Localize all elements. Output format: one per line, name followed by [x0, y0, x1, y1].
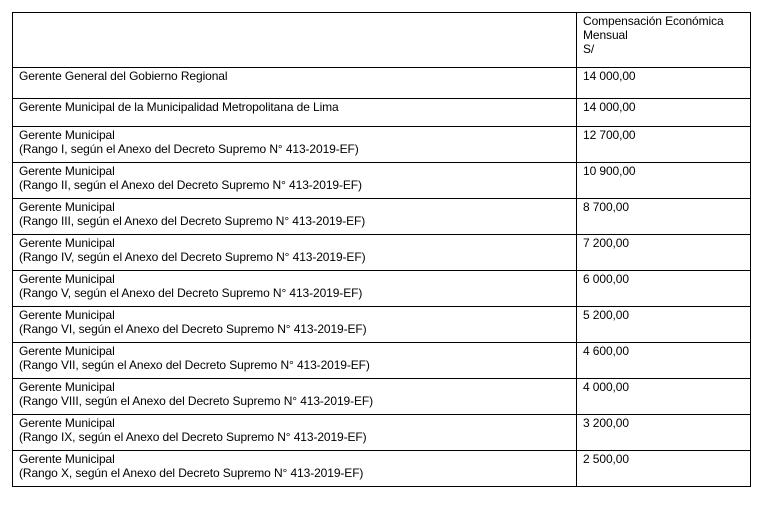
- position-detail: (Rango IX, según el Anexo del Decreto Supremo N° 413-2019-EF): [19, 430, 367, 444]
- position-detail: (Rango X, según el Anexo del Decreto Supremo N° 413-2019-EF): [19, 466, 364, 480]
- position-detail: (Rango I, según el Anexo del Decreto Supremo N° 413-2019-EF): [19, 142, 359, 156]
- header-amount-line: Compensación Económica: [583, 14, 724, 28]
- amount-cell: 14 000,00: [577, 68, 751, 99]
- position-detail: (Rango V, según el Anexo del Decreto Supremo N° 413-2019-EF): [19, 286, 363, 300]
- table-row: [13, 235, 751, 271]
- position-title: Gerente Municipal: [19, 452, 115, 466]
- position-cell: [13, 307, 577, 343]
- amount-cell: 5 200,00: [577, 307, 751, 343]
- table-header-row: [13, 13, 751, 68]
- position-cell: [13, 451, 577, 487]
- amount-cell: 6 000,00: [577, 271, 751, 307]
- position-cell: [13, 343, 577, 379]
- amount-cell: 8 700,00: [577, 199, 751, 235]
- table-row: [13, 99, 751, 127]
- table-row: [13, 343, 751, 379]
- compensation-table: [12, 12, 751, 487]
- amount-cell: 4 600,00: [577, 343, 751, 379]
- table-row: [13, 379, 751, 415]
- position-detail: (Rango III, según el Anexo del Decreto Supremo N° 413-2019-EF): [19, 214, 366, 228]
- table-row: [13, 163, 751, 199]
- table-row: [13, 415, 751, 451]
- position-cell: [13, 68, 577, 99]
- position-cell: [13, 271, 577, 307]
- header-amount-line: Mensual: [583, 28, 628, 42]
- header-position-cell: [13, 13, 577, 68]
- position-title: Gerente Municipal: [19, 344, 115, 358]
- position-detail: (Rango VI, según el Anexo del Decreto Supremo N° 413-2019-EF): [19, 322, 367, 336]
- amount-cell: 10 900,00: [577, 163, 751, 199]
- position-cell: [13, 99, 577, 127]
- amount-cell: 4 000,00: [577, 379, 751, 415]
- position-title: Gerente Municipal: [19, 272, 115, 286]
- position-cell: [13, 163, 577, 199]
- table-row: [13, 307, 751, 343]
- table-row: [13, 451, 751, 487]
- position-title: Gerente Municipal: [19, 308, 115, 322]
- position-title: Gerente Municipal: [19, 416, 115, 430]
- position-cell: [13, 127, 577, 163]
- position-detail: (Rango VII, según el Anexo del Decreto Supremo N° 413-2019-EF): [19, 358, 370, 372]
- position-title: Gerente Municipal: [19, 200, 115, 214]
- position-title: Gerente Municipal: [19, 164, 115, 178]
- position-detail: (Rango VIII, según el Anexo del Decreto Supremo N° 413-2019-EF): [19, 394, 374, 408]
- position-cell: [13, 235, 577, 271]
- position-cell: [13, 415, 577, 451]
- header-amount-line: S/: [583, 42, 595, 56]
- position-cell: [13, 379, 577, 415]
- amount-cell: 12 700,00: [577, 127, 751, 163]
- position-title: Gerente General del Gobierno Regional: [19, 69, 228, 83]
- position-cell: [13, 199, 577, 235]
- position-title: Gerente Municipal: [19, 380, 115, 394]
- position-detail: (Rango II, según el Anexo del Decreto Supremo N° 413-2019-EF): [19, 178, 362, 192]
- amount-cell: 3 200,00: [577, 415, 751, 451]
- table-row: [13, 68, 751, 99]
- table-row: [13, 127, 751, 163]
- position-title: Gerente Municipal de la Municipalidad Metropolitana de Lima: [19, 100, 339, 114]
- header-amount-cell: [577, 13, 751, 68]
- amount-cell: 2 500,00: [577, 451, 751, 487]
- position-detail: (Rango IV, según el Anexo del Decreto Supremo N° 413-2019-EF): [19, 250, 366, 264]
- amount-cell: 7 200,00: [577, 235, 751, 271]
- table-row: [13, 271, 751, 307]
- position-title: Gerente Municipal: [19, 128, 115, 142]
- amount-cell: 14 000,00: [577, 99, 751, 127]
- position-title: Gerente Municipal: [19, 236, 115, 250]
- table-row: [13, 199, 751, 235]
